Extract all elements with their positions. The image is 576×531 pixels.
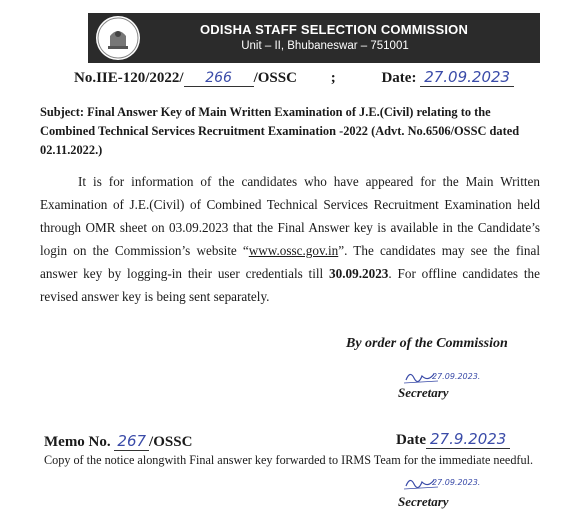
org-address: Unit – II, Bhubaneswar – 751001	[241, 40, 409, 52]
order-line: By order of the Commission	[346, 336, 508, 351]
memo-date: 27.9.2023	[426, 430, 510, 449]
ref-prefix: No.IIE-120/2022/	[74, 70, 184, 86]
subject: Subject: Final Answer Key of Main Written Examination of J.E.(Civil) relating to the Combined Technical Services Recruitment Examination -2022 (Advt. No.6506/OSSC dated 02.11.2022.)	[40, 105, 520, 157]
reference-line	[74, 68, 514, 87]
memo-date-label: Date	[396, 432, 426, 448]
ref-number: 266	[184, 70, 254, 87]
secretary-title: Secretary	[398, 385, 449, 400]
secretary-title-2: Secretary	[398, 494, 449, 509]
body-paragraph	[40, 170, 540, 308]
odisha-emblem-icon	[96, 16, 140, 60]
deadline-date: 30.09.2023	[329, 266, 389, 281]
header-banner	[88, 13, 540, 63]
signature-date-mark-2: 27.09.2023.	[432, 478, 481, 487]
body-part3: . For offline candidates the revised answer key is being sent separately.	[40, 266, 540, 304]
ref-date: 27.09.2023	[420, 68, 514, 87]
body-part1: It is for information of the candidates who have appeared for the Main Written Examination of J.E.(Civil) of Combined Technical Services Recruitment Examination held through OMR sheet on 03.09.2023 that the Final Answer key is available in the Candidate’s login on the Commission’s website “	[40, 174, 540, 258]
memo-suffix: /OSSC	[149, 434, 193, 450]
ref-date-label: Date:	[381, 70, 417, 86]
org-name: ODISHA STAFF SELECTION COMMISSION	[200, 22, 469, 37]
memo-label: Memo No.	[44, 434, 111, 450]
memo-number: 267	[114, 432, 149, 451]
signature-date-mark: 27.09.2023.	[432, 372, 481, 381]
ref-suffix: /OSSC	[253, 70, 297, 86]
memo-date-line	[396, 430, 510, 449]
memo-line	[44, 432, 192, 451]
ref-separator: ;	[330, 70, 336, 86]
website-link[interactable]: www.ossc.gov.in	[248, 243, 339, 258]
body-part2: ”. The candidates may see the final answer key by logging-in their user credentials till	[40, 243, 540, 281]
copy-note: Copy of the notice alongwith Final answer key forwarded to IRMS Team for the immediate needful.	[44, 453, 534, 467]
